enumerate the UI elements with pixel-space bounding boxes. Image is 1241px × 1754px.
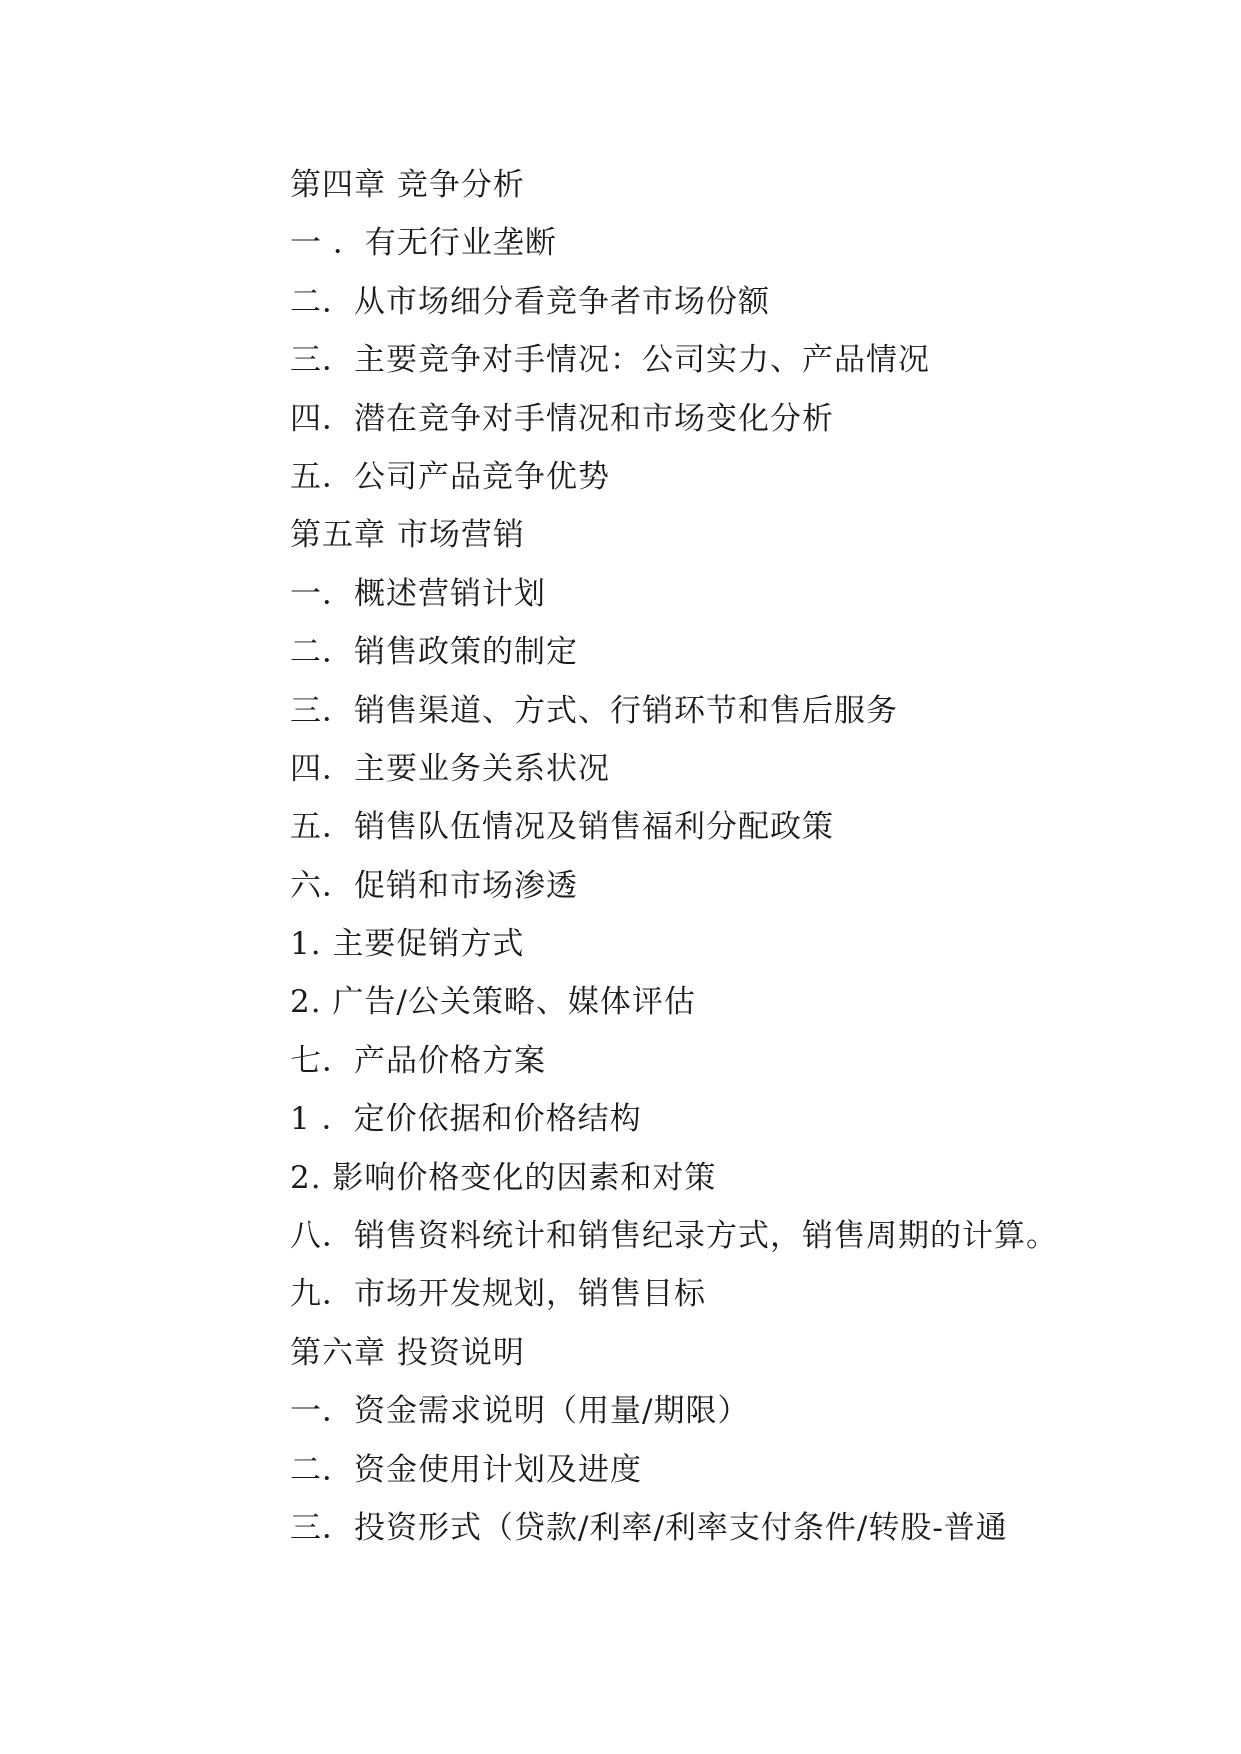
outline-item: 三．投资形式（贷款/利率/利率支付条件/转股-普通 (290, 1509, 1008, 1546)
outline-item: 一．概述营销计划 (290, 575, 546, 612)
outline-item: 七．产品价格方案 (290, 1042, 546, 1079)
chapter-heading-5: 第五章 市场营销 (290, 517, 525, 554)
outline-subitem: 1 ．定价依据和价格结构 (290, 1101, 642, 1138)
outline-item: 八．销售资料统计和销售纪录方式，销售周期的计算。 (290, 1218, 1058, 1255)
outline-subitem: 2. 广告/公关策略、媒体评估 (290, 984, 696, 1021)
outline-subitem: 1. 主要促销方式 (290, 926, 525, 963)
outline-item: 二．从市场细分看竞争者市场份额 (290, 283, 770, 320)
chapter-heading-4: 第四章 竞争分析 (290, 167, 525, 203)
outline-item: 五．销售队伍情况及销售福利分配政策 (290, 809, 834, 846)
outline-subitem: 2. 影响价格变化的因素和对策 (290, 1159, 717, 1196)
outline-item: 四．主要业务关系状况 (290, 750, 610, 787)
outline-item: 二．资金使用计划及进度 (290, 1451, 642, 1488)
outline-item: 三．主要竞争对手情况：公司实力、产品情况 (290, 342, 930, 379)
outline-item: 二．销售政策的制定 (290, 634, 578, 671)
outline-item: 一．资金需求说明（用量/期限） (290, 1393, 750, 1430)
chapter-heading-6: 第六章 投资说明 (290, 1334, 525, 1371)
outline-item: 三．销售渠道、方式、行销环节和售后服务 (290, 692, 898, 729)
outline-item: 四．潜在竞争对手情况和市场变化分析 (290, 400, 834, 437)
outline-item: 一 ．有无行业垄断 (290, 225, 557, 262)
chapter-outline (290, 156, 1190, 1557)
outline-item: 五．公司产品竞争优势 (290, 458, 610, 495)
outline-item: 六．促销和市场渗透 (290, 867, 578, 904)
outline-item: 九．市场开发规划，销售目标 (290, 1276, 706, 1313)
